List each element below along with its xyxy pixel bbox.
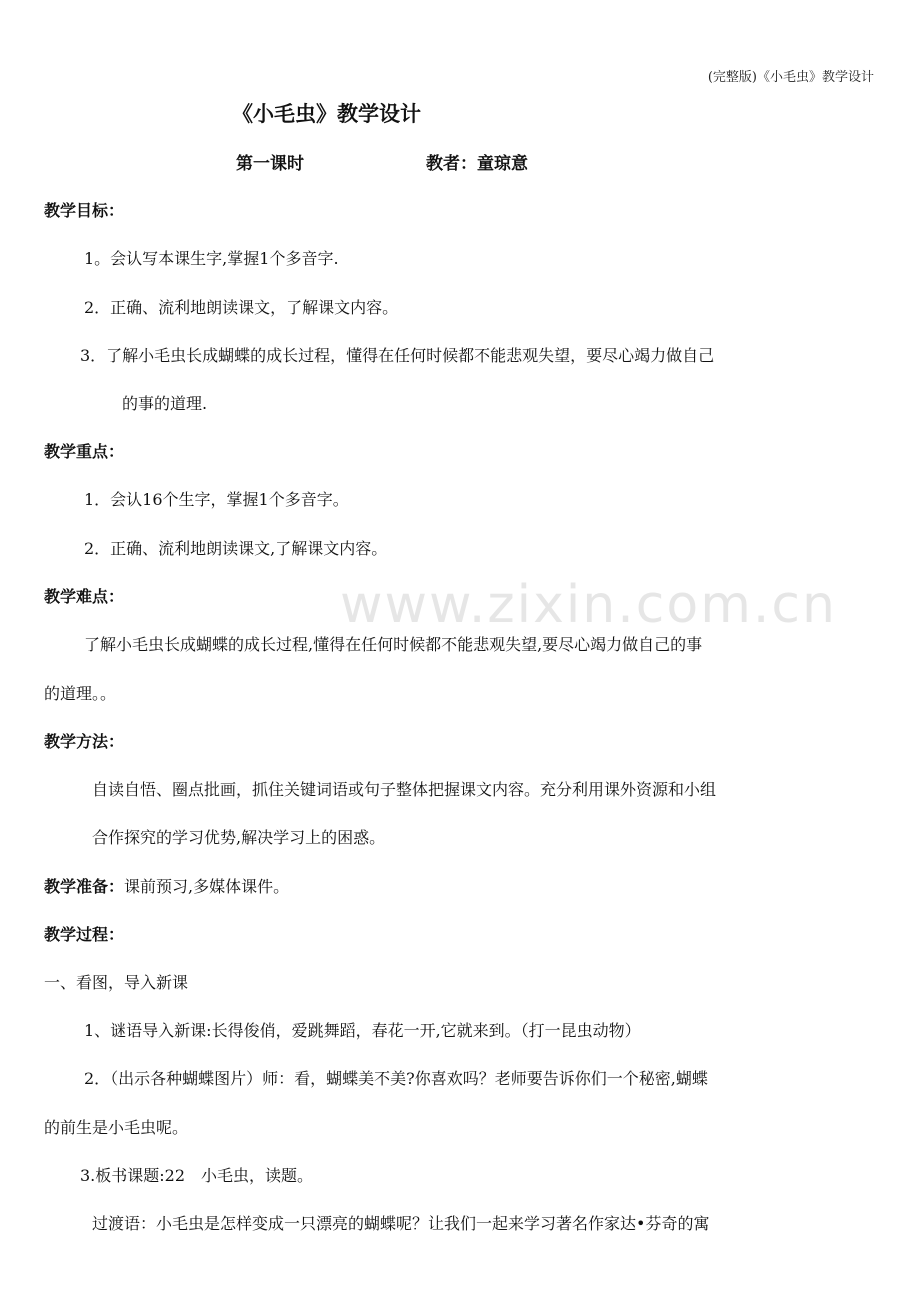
keypoints-heading: 教学重点：: [44, 442, 125, 461]
keypoint-item: 2．正确、流利地朗读课文,了解课文内容。: [84, 539, 388, 558]
methods-line: 自读自悟、圈点批画，抓住关键词语或句子整体把握课文内容。充分利用课外资源和小组: [92, 780, 717, 799]
methods-heading: 教学方法：: [44, 732, 125, 751]
lesson-label: 第一课时: [236, 154, 304, 174]
process-line: 2．（出示各种蝴蝶图片）师：看，蝴蝶美不美?你喜欢吗？老师要告诉你们一个秘密,蝴蝶: [84, 1069, 708, 1088]
keypoint-item: 1．会认16个生字，掌握1个多音字。: [84, 490, 349, 509]
teacher-label: 教者：童琼意: [426, 154, 528, 174]
process-line: 过渡语：小毛虫是怎样变成一只漂亮的蝴蝶呢？让我们一起来学习著名作家达•芬奇的寓: [92, 1214, 710, 1233]
objective-item: 1。会认写本课生字,掌握1个多音字.: [84, 249, 339, 268]
preparation-text: 课前预习,多媒体课件。: [124, 877, 290, 896]
process-line: 1、谜语导入新课:长得俊俏，爱跳舞蹈，春花一开,它就来到。（打一昆虫动物）: [84, 1021, 641, 1040]
watermark: www.zixin.com.cn: [340, 575, 837, 635]
difficulties-line: 了解小毛虫长成蝴蝶的成长过程,懂得在任何时候都不能悲观失望,要尽心竭力做自己的事: [84, 635, 703, 654]
preparation-heading: 教学准备：: [44, 877, 125, 896]
document-title: 《小毛虫》教学设计: [232, 101, 421, 126]
methods-line: 合作探究的学习优势,解决学习上的困惑。: [92, 828, 386, 847]
difficulties-line: 的道理。。: [44, 684, 117, 703]
page-header: (完整版)《小毛虫》教学设计: [707, 70, 874, 85]
difficulties-heading: 教学难点：: [44, 587, 125, 606]
objective-item: 3．了解小毛虫长成蝴蝶的成长过程，懂得在任何时候都不能悲观失望，要尽心竭力做自己: [80, 346, 715, 365]
objective-item-continued: 的事的道理.: [122, 394, 208, 413]
objective-item: 2．正确、流利地朗读课文，了解课文内容。: [84, 298, 399, 317]
process-heading: 教学过程：: [44, 925, 125, 944]
process-line: 的前生是小毛虫呢。: [44, 1118, 189, 1137]
process-line: 3.板书课题:22 小毛虫，读题。: [80, 1166, 314, 1185]
objectives-heading: 教学目标：: [44, 201, 125, 220]
process-section-title: 一、看图，导入新课: [44, 973, 189, 992]
preparation-row: [44, 874, 289, 897]
